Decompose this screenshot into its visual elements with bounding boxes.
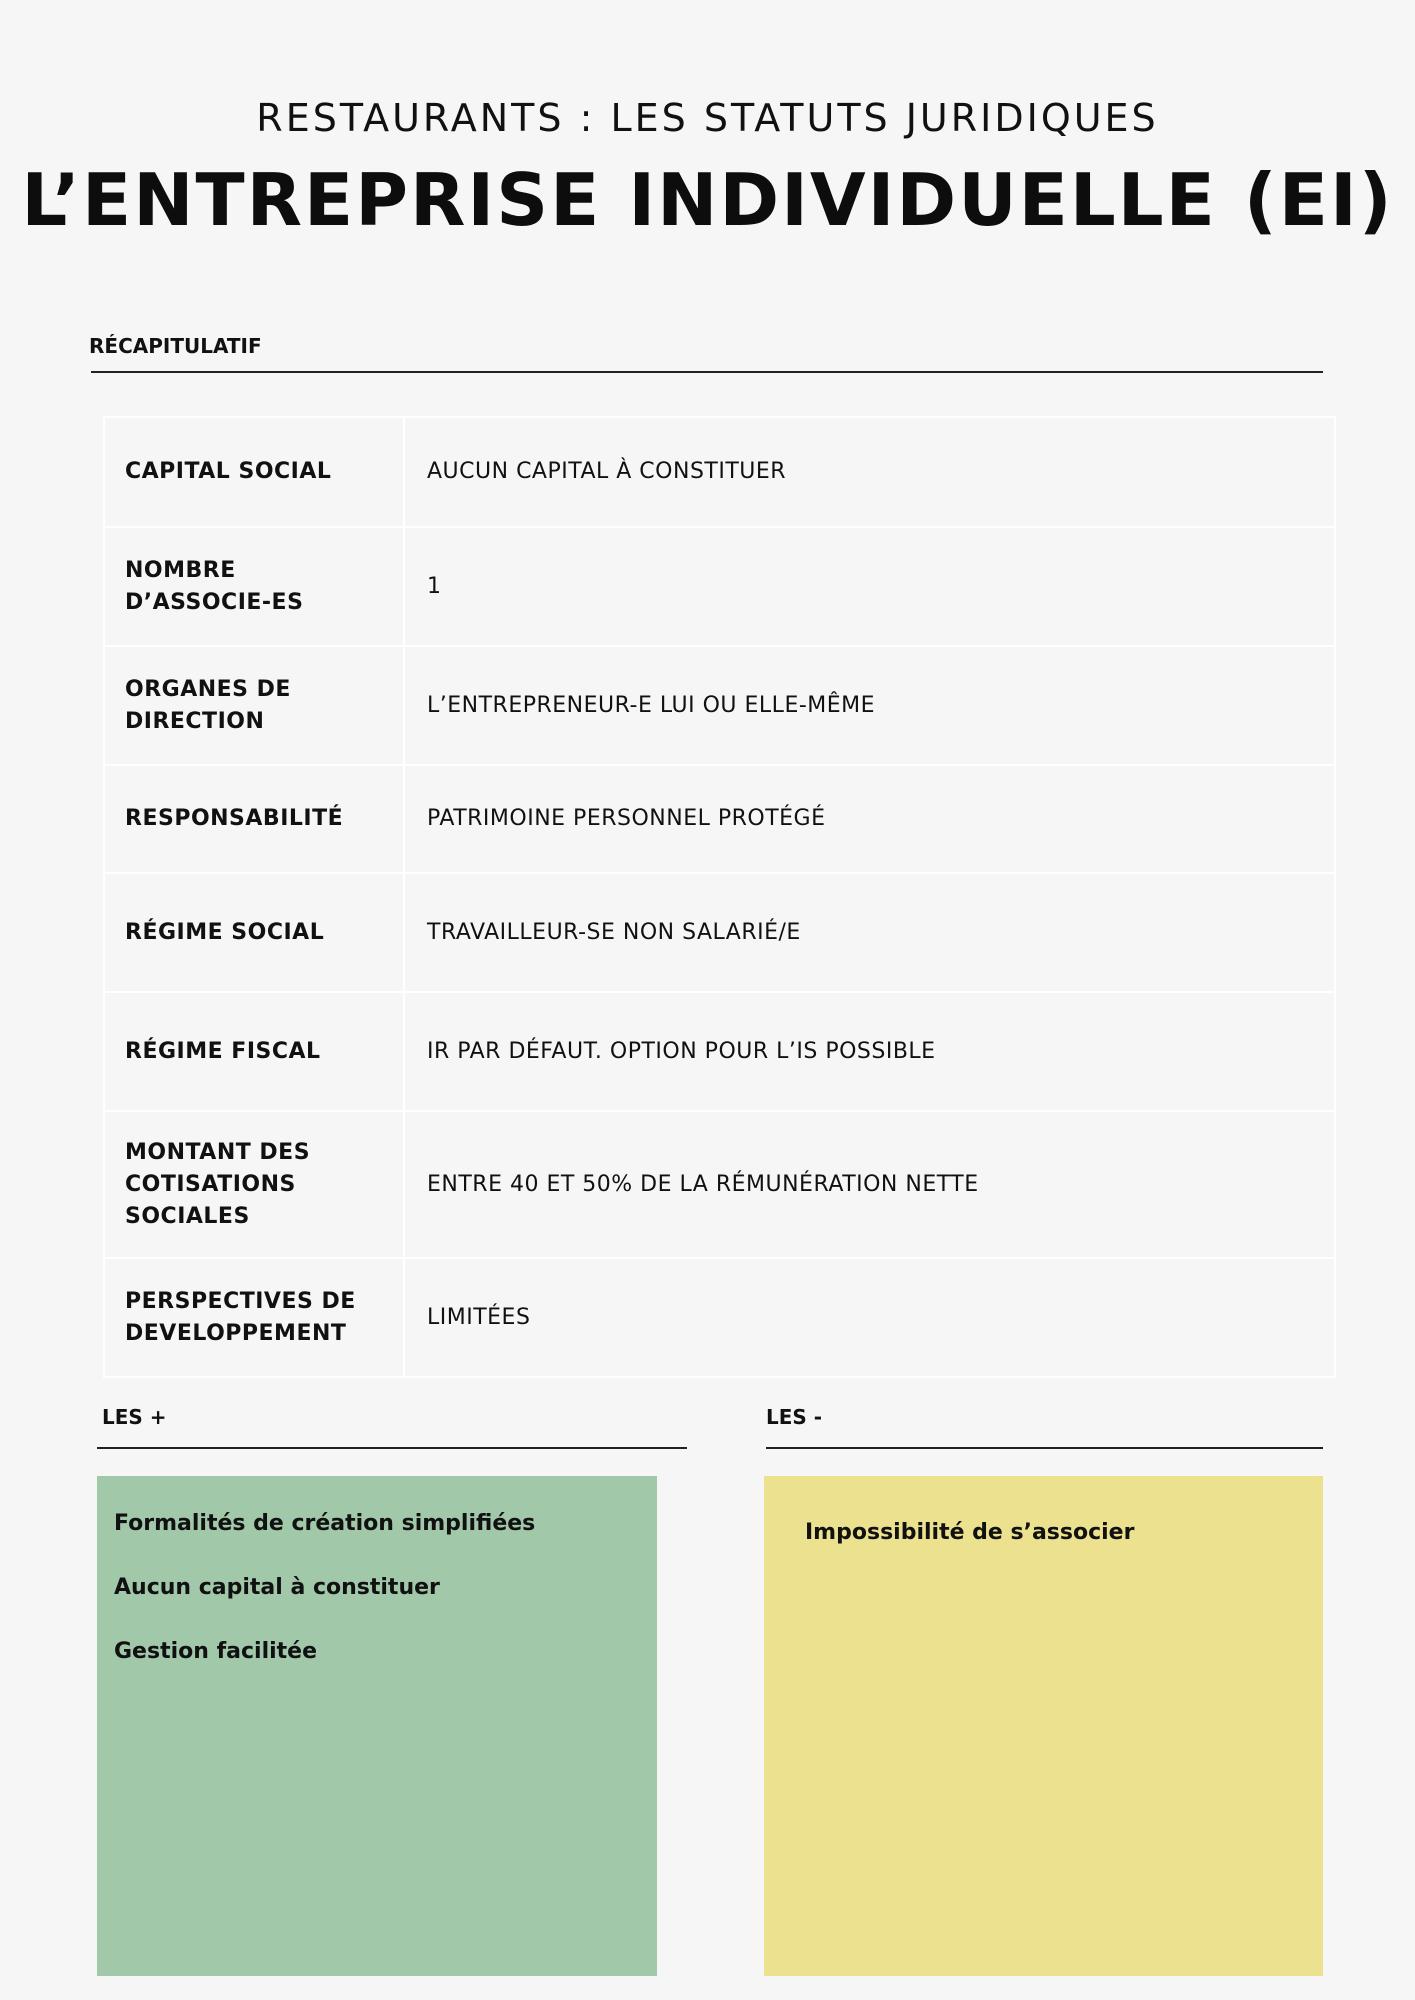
pros-box (97, 1476, 657, 1976)
row-value: ENTRE 40 ET 50% DE LA RÉMUNÉRATION NETTE (404, 1111, 1335, 1258)
row-label: NOMBRE D’ASSOCIE-ES (104, 527, 404, 646)
row-label: RÉGIME FISCAL (104, 992, 404, 1111)
row-label: RÉGIME SOCIAL (104, 873, 404, 992)
pros-list (97, 1476, 657, 1665)
cons-box (764, 1476, 1323, 1976)
row-value: TRAVAILLEUR-SE NON SALARIÉ/E (404, 873, 1335, 992)
cons-rule (766, 1447, 1323, 1449)
table-row (104, 527, 1335, 646)
cons-list (764, 1476, 1323, 1545)
recap-rule (91, 371, 1323, 373)
row-value: IR PAR DÉFAUT. OPTION POUR L’IS POSSIBLE (404, 992, 1335, 1111)
pros-item: Formalités de création simplifiées (114, 1511, 536, 1536)
page-subtitle: RESTAURANTS : LES STATUTS JURIDIQUES (256, 96, 1159, 140)
pros-rule (97, 1447, 687, 1449)
row-label: RESPONSABILITÉ (104, 765, 404, 873)
table-row (104, 1111, 1335, 1258)
table-row (104, 1258, 1335, 1377)
row-value: 1 (404, 527, 1335, 646)
row-label: PERSPECTIVES DE DEVELOPPEMENT (104, 1258, 404, 1377)
pros-item: Aucun capital à constituer (114, 1575, 440, 1600)
row-label: MONTANT DES COTISATIONS SOCIALES (104, 1111, 404, 1258)
page-title: L’ENTREPRISE INDIVIDUELLE (EI) (21, 158, 1394, 242)
table-row (104, 646, 1335, 765)
row-value: LIMITÉES (404, 1258, 1335, 1377)
pros-item: Gestion facilitée (114, 1639, 318, 1664)
cons-item: Impossibilité de s’associer (805, 1520, 1135, 1545)
pros-heading: LES + (102, 1405, 167, 1429)
table-row (104, 992, 1335, 1111)
row-label: ORGANES DE DIRECTION (104, 646, 404, 765)
row-value: AUCUN CAPITAL À CONSTITUER (404, 417, 1335, 527)
recap-heading: RÉCAPITULATIF (89, 334, 262, 358)
row-label: CAPITAL SOCIAL (104, 417, 404, 527)
table-row (104, 417, 1335, 527)
cons-heading: LES - (766, 1405, 823, 1429)
row-value: L’ENTREPRENEUR-E LUI OU ELLE-MÊME (404, 646, 1335, 765)
table-row (104, 765, 1335, 873)
summary-table (103, 416, 1336, 1378)
table-row (104, 873, 1335, 992)
row-value: PATRIMOINE PERSONNEL PROTÉGÉ (404, 765, 1335, 873)
